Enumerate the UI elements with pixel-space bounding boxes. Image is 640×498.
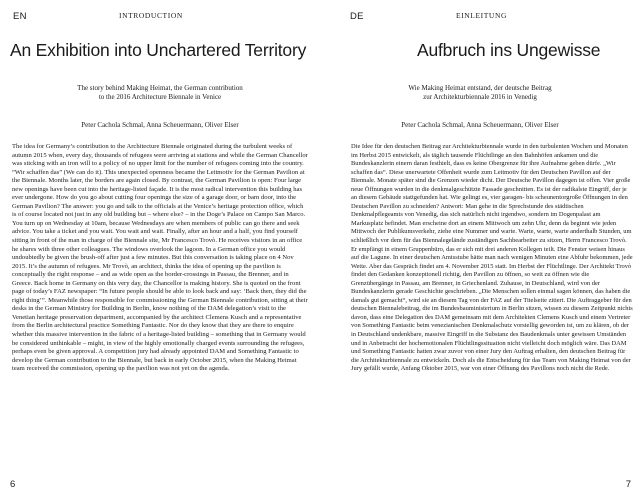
page-number: 6 [10, 479, 16, 490]
subtitle-line: The story behind Making Heimat, the German contribution [77, 84, 243, 92]
language-label: DE [350, 11, 364, 22]
article-subtitle [0, 84, 320, 102]
authors: Peter Cachola Schmal, Anna Scheuermann, Oliver Elser [81, 121, 239, 129]
body-text: The idea for Germany’s contribution to the Architecture Biennale originated during the turbulent weeks of autumn 2015 when, every day, thousands of refugees were arriving at stations and while the German Chancellor was sticking with an iron will to a policy of no upper limit for the number of refugees coming into the country. “Wir schaffen das” (We can do it). This unexpected openness became the Leitmotiv for the German Pavilion at the Biennale. Months later, the borders are again closed. By contrast, the German Pavilion is open: Four large new openings have been cut into the heritage-listed façade. It is the most radical intervention this building has ever undergone. How do you go about cutting four openings the size of a garage door, or barn door, into the German Pavilion? The answer: you go and talk to the officials at the Venice’s heritage protection office, which is of course located not just in any old building but – where else? – in the Doge’s Palace on Campo San Marco. You turn up on Wednesday at 10am, because Wednesdays are when members of public can go there and seek advice. You take a ticket and you wait. You wait and wait. Finally, after an hour and a half, you find yourself sitting in front of the man in charge of the Biennale site, Mr Francesco Trovò. He receives visitors in an office he shares with three other colleagues. The windows overlook the lagoon. In a German office you would undoubtedly be given the brush-off after just a few minutes. But this conversation is taking place on 4 Nov 2015. It’s the autumn of refugees. Mr Trovò, an architect, thinks the idea of opening up the pavilion is conceptually the right response – and as wide open as the border-crossings in Passau, the Brenner, and in Greece. Back home in Germany on this very day, the Chancellor is making history. She is quoted on the front page of today’s FAZ newspaper: “In future people should be able to look back and say: ‘Back then, they did the right thing’”. Meanwhile those responsible for commissioning the German Biennale contribution, sitting at their desks in the German Ministry for Building in Berlin, know nothing of the DAM delegation’s visit to the Venetian heritage preservation department, accompanied by the architect Clemens Kusch and a representative from the Berlin architectural practice Something Fantastic. Nor do they know that they are there to enquire whether this massive intervention in the fabric of a heritage-listed building – something that in Germany would be considered unthinkable – might, in view of the highly emotionally charged events surrounding the refugees, perhaps even be given approval. A competition jury had already appointed DAM and Something Fantastic to develop the German contribution to the Biennale, but back in early October 2015, when the Making Heimat team received the commission, opening up the pavilion was not yet on the agenda. [12, 143, 308, 373]
page-number: 7 [625, 479, 631, 490]
body-text: Die Idee für den deutschen Beitrag zur Architekturbiennale wurde in den turbulenten Wochen und Monaten im Herbst 2015 entwickelt, als täglich tausende Flüchtlinge an den Bahnhöfen ankamen und die Bundeskanzlerin einern daran festhielt, dass es keine Obergrenze für ihre Aufnahme geben dürfe. „Wir schaffen das“. Diese unerwartete Offenheit wurde zum Leitmotiv für den Deutschen Pavillon auf der Biennale. Monate später sind die Grenzen wieder dicht. Der Deutsche Pavillon dagegen ist offen. Vier große neue Öffnungen wurden in die denkmalgeschützte Fassade geschnitten. Es ist der radikalste Eingriff, der je an diesem Gebäude stattgefunden hat. Wie gelingt es, vier garagen- bis scheunentorgroße Öffnungen in den Deutschen Pavillon zu schneiden? Antwort: Man gehe in die Sprechstunde des städtischen Denkmalpflegeamts von Venedig, das sich natürlich nicht irgendwo, sondern im Dogenpalast am Markusplatz befindet. Man erscheine dort an einem Mittwoch um zehn Uhr, denn da beginnt wie jeden Mittwoch der Publikumsverkehr, ziehe eine Nummer und warte. Warte, warte, warte anderthalb Stunden, um schließlich vor dem für das Biennalegelände zuständigen Sachbearbeiter zu sitzen, Herrn Francesco Trovò. Er empfängt in einem Gruppenbüro, das er sich mit drei anderen Kollegen teilt. Die Fenster weisen hinaus auf die Lagune. In einer deutschen Amtsstube hätte man nach wenigen Minuten eine Abfuhr bekommen, jede Wette. Aber das Gespräch findet am 4. November 2015 statt. Im Herbst der Flüchtlinge. Der Architekt Trovò findet den Gedanken konzeptionell richtig, den Pavillon zu öffnen, so weit zu öffnen wie die Grenzübergänge in Passau, am Brenner, in Griechenland. Zuhause, in Deutschland, wird von der Bundeskanzlerin gerade Geschichte geschrieben. „Die Menschen sollen einmal sagen können, das haben die damals gut gemacht“, wird sie an diesem Tag von der FAZ auf der Titelseite zitiert. Die Auftraggeber für den deutschen Biennalebeitrag, die im Bundesbauministerium in Berlin sitzen, wissen zu diesem Zeitpunkt nichts davon, dass eine Delegation des DAM gemeinsam mit dem Architekten Clemens Kusch und einem Vertreter von Something Fantastic beim venezianischen Denkmalschutz vorstellig geworden ist, um zu klären, ob der in Deutschland undenkbare, massive Eingriff in die Substanz des Baudenkmals unter gewissen Umständen und in Anbetracht der hochemotionalen Flüchtlingssituation nicht vielleicht doch möglich wäre. Das DAM und Something Fantastic hatten zwar zuvor von einer Jury den Auftrag erhalten, den deutschen Beitrag für die Architekturbiennale zu entwickeln. Doch als die Entscheidung für das Team von Making Heimat von der Jury gefällt wurde, Anfang Oktober 2015, war von einer Öffnung des Pavillons noch nicht die Rede. [351, 143, 633, 373]
authors: Peter Cachola Schmal, Anna Scheuermann, Oliver Elser [401, 121, 559, 129]
subtitle-line: zur Architekturbiennale 2016 in Venedig [423, 93, 537, 101]
article-title: Aufbruch ins Ungewisse [417, 40, 601, 60]
subtitle-line: to the 2016 Architecture Biennale in Venice [98, 93, 222, 101]
language-label: EN [13, 11, 27, 22]
right-page [320, 0, 640, 498]
section-label: INTRODUCTION [119, 11, 183, 20]
article-subtitle [320, 84, 640, 102]
subtitle-line: Wie Making Heimat entstand, der deutsche Beitrag [408, 84, 552, 92]
article-title: An Exhibition into Unchartered Territory [10, 40, 307, 60]
section-label: EINLEITUNG [456, 11, 507, 20]
